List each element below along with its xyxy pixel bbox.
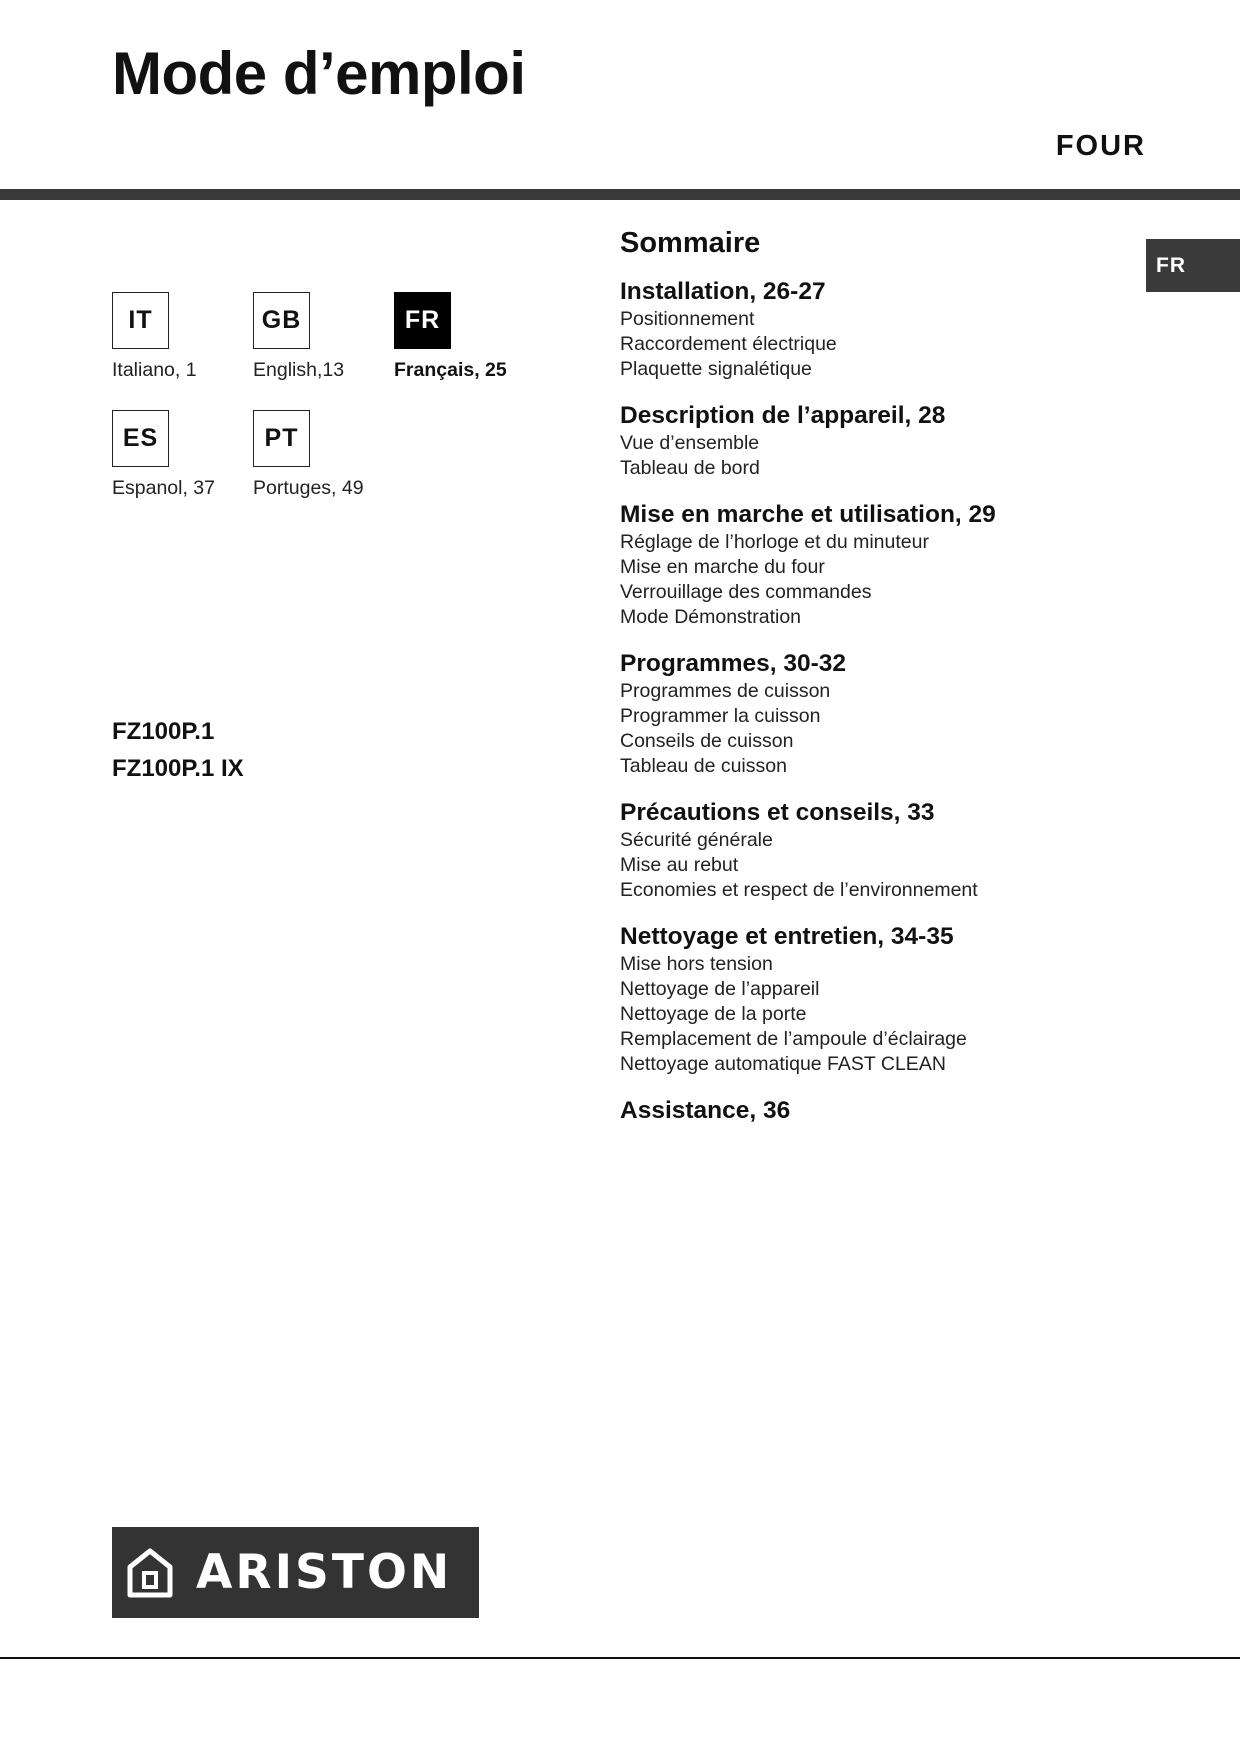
toc-section [620,797,1120,903]
toc-section-title[interactable]: Programmes, 30-32 [620,650,847,677]
toc-item[interactable]: Sécurité générale [620,829,773,851]
toc-item[interactable]: Tableau de cuisson [620,755,787,777]
toc-heading: Sommaire [620,227,761,259]
toc-section [620,499,1120,630]
toc-section-title[interactable]: Précautions et conseils, 33 [620,799,935,826]
toc-item[interactable]: Nettoyage de l’appareil [620,978,820,1000]
language-label: Français, 25 [394,359,507,381]
house-icon [126,1547,174,1599]
document-type: FOUR [1055,130,1146,162]
toc-section [620,400,1120,481]
toc-item[interactable]: Economies et respect de l’environnement [620,879,978,901]
toc-item[interactable]: Raccordement électrique [620,333,837,355]
toc-section-title[interactable]: Description de l’appareil, 28 [620,402,946,429]
toc-section [620,648,1120,779]
brand-logo [112,1527,479,1618]
language-gb[interactable] [253,292,344,382]
toc-item[interactable]: Mode Démonstration [620,606,802,628]
language-pt[interactable] [253,410,364,500]
brand-name: ARISTON [196,1545,453,1600]
toc-section-title[interactable]: Installation, 26-27 [620,278,826,305]
toc-section-title[interactable]: Mise en marche et utilisation, 29 [620,501,996,528]
language-it[interactable] [112,292,197,382]
language-code-box: ES [112,410,169,467]
language-es[interactable] [112,410,215,500]
language-code-box: FR [394,292,451,349]
language-label: Italiano, 1 [112,359,197,381]
model-number: FZ100P.1 IX [112,755,244,782]
toc-item[interactable]: Positionnement [620,308,755,330]
toc-item[interactable]: Mise hors tension [620,953,773,975]
toc-item[interactable]: Nettoyage automatique FAST CLEAN [620,1053,946,1075]
toc-item[interactable]: Programmer la cuisson [620,705,821,727]
toc-sections [620,276,1120,1126]
toc-item[interactable]: Remplacement de l’ampoule d’éclairage [620,1028,967,1050]
language-code-box: IT [112,292,169,349]
toc-item[interactable]: Verrouillage des commandes [620,581,872,603]
page-title: Mode d’emploi [112,40,526,107]
model-number: FZ100P.1 [112,718,215,745]
model-list [112,713,244,787]
toc-section-title[interactable]: Assistance, 36 [620,1097,791,1124]
top-divider [0,189,1240,200]
toc-item[interactable]: Mise au rebut [620,854,739,876]
table-of-contents [620,225,1120,1144]
language-label: English,13 [253,359,345,381]
toc-item[interactable]: Plaquette signalétique [620,358,812,380]
toc-item[interactable]: Mise en marche du four [620,556,825,578]
language-fr[interactable] [394,292,507,382]
bottom-divider [0,1657,1240,1659]
language-code-box: PT [253,410,310,467]
language-label: Portuges, 49 [253,477,364,499]
toc-item[interactable]: Réglage de l’horloge et du minuteur [620,531,929,553]
toc-item[interactable]: Tableau de bord [620,457,760,479]
toc-section [620,1095,1120,1126]
toc-item[interactable]: Conseils de cuisson [620,730,794,752]
toc-section-title[interactable]: Nettoyage et entretien, 34-35 [620,923,954,950]
toc-item[interactable]: Programmes de cuisson [620,680,831,702]
toc-item[interactable]: Vue d’ensemble [620,432,760,454]
language-code-box: GB [253,292,310,349]
toc-section [620,921,1120,1077]
toc-item[interactable]: Nettoyage de la porte [620,1003,807,1025]
language-tab: FR [1146,239,1240,292]
language-label: Espanol, 37 [112,477,215,499]
toc-section [620,276,1120,382]
